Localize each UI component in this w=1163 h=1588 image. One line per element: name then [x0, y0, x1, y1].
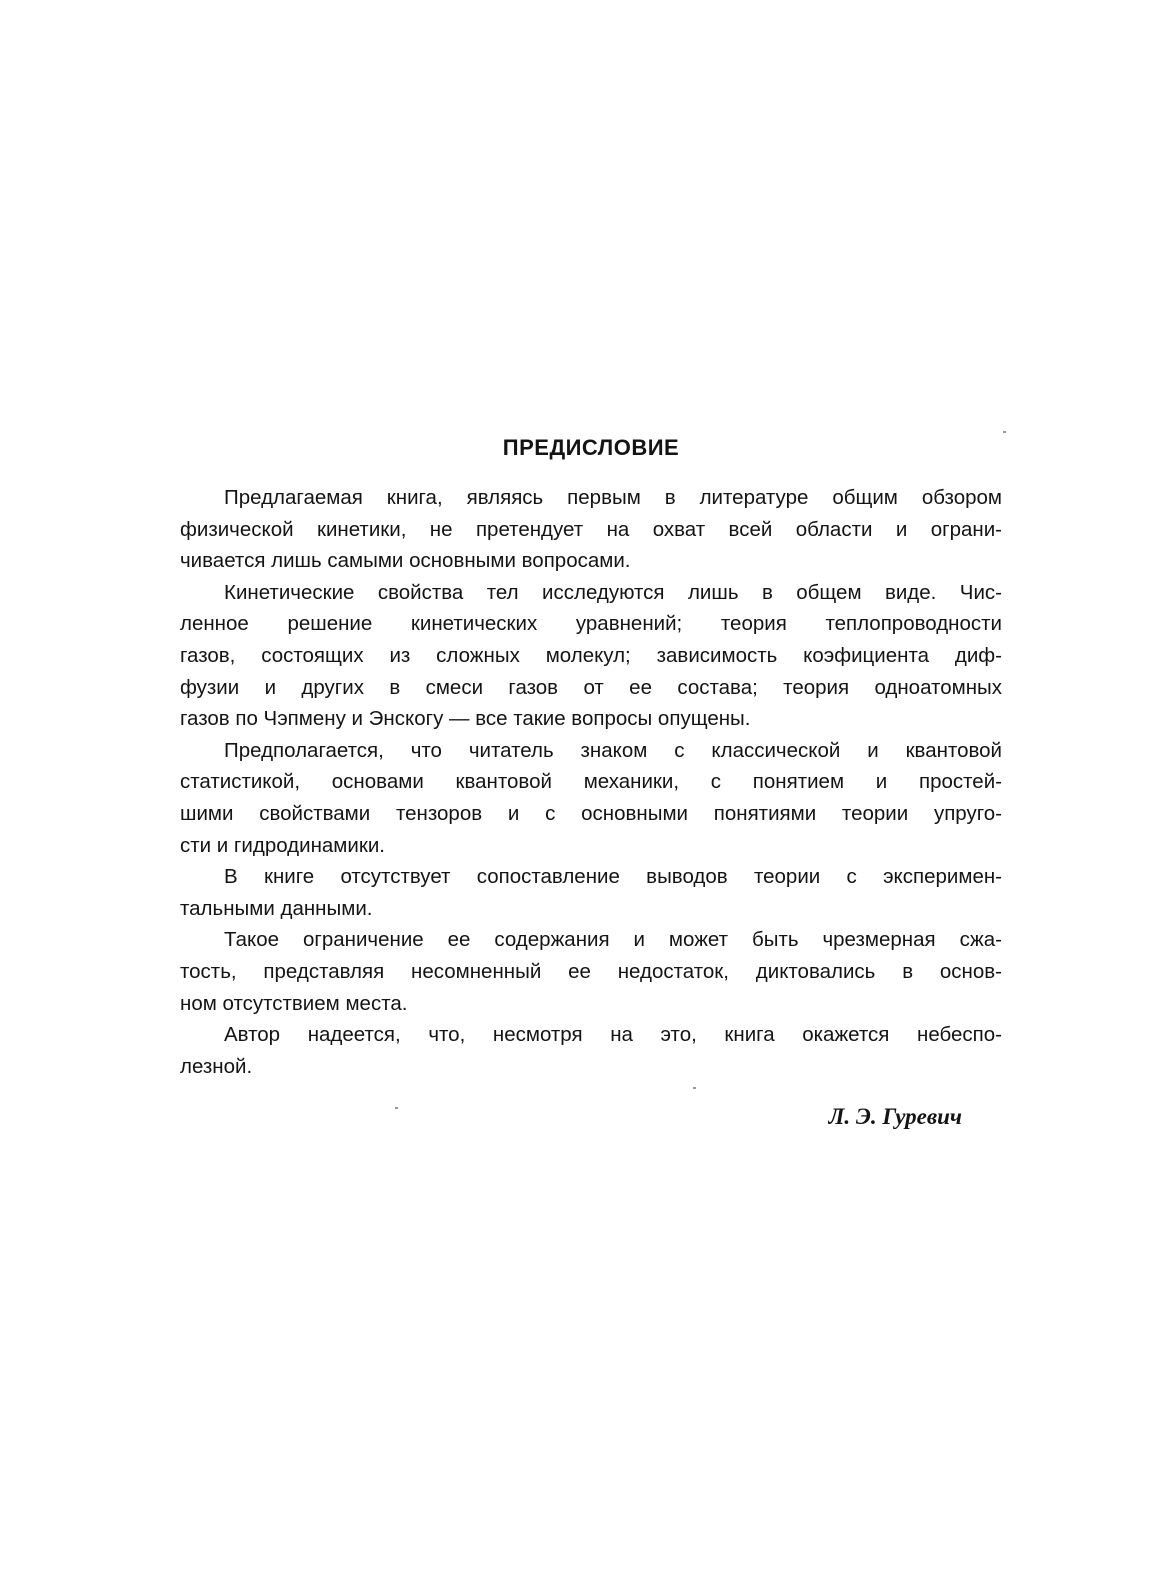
text-line: В книге отсутствует сопоставление выводов теории с эксперимен- [224, 865, 1002, 889]
text-line: ном отсутствием места. [180, 991, 408, 1015]
text-line: Автор надеется, что, несмотря на это, книга окажется небеспо- [224, 1023, 1002, 1047]
text-line: Предполагается, что читатель знаком с классической и квантовой [224, 738, 1002, 762]
text-line: газов по Чэпмену и Энскогу — все такие вопросы опущены. [180, 707, 751, 731]
scan-speck [395, 1107, 398, 1109]
text-line: Кинетические свойства тел исследуются лишь в общем виде. Чис- [224, 580, 1002, 604]
text-line: статистикой, основами квантовой механики, с понятием и простей- [180, 770, 1002, 794]
text-line: сти и гидродинамики. [180, 833, 385, 857]
text-line: фузии и других в смеси газов от ее состава; теория одноатомных [180, 675, 1002, 699]
text-line: ленное решение кинетических уравнений; теория теплопроводности [180, 612, 1002, 636]
text-line: тость, представляя несомненный ее недостаток, диктовались в основ- [180, 959, 1002, 983]
paragraph [180, 735, 1002, 861]
paragraph [180, 482, 1002, 577]
text-line: лезной. [180, 1054, 253, 1078]
text-line: Такое ограничение ее содержания и может быть чрезмерная сжа- [224, 928, 1002, 952]
paragraph [180, 924, 1002, 1019]
preface-body [180, 482, 1002, 1082]
scan-speck [1003, 431, 1006, 433]
paragraph [180, 861, 1002, 924]
author-signature: Л. Э. Гуревич [828, 1104, 962, 1129]
paragraph [180, 577, 1002, 735]
text-line: шими свойствами тензоров и с основными понятиями теории упруго- [180, 801, 1002, 825]
text-line: газов, состоящих из сложных молекул; зависимость коэфициента диф- [180, 643, 1002, 667]
text-line: физической кинетики, не претендует на охват всей области и ограни- [180, 517, 1002, 541]
text-line: чивается лишь самыми основными вопросами. [180, 549, 631, 573]
page-title: ПРЕДИСЛОВИЕ [502, 435, 680, 460]
scan-speck [693, 1087, 696, 1089]
paragraph [180, 1019, 1002, 1082]
text-line: Предлагаемая книга, являясь первым в литературе общим обзором [224, 486, 1002, 509]
text-line: тальными данными. [180, 896, 373, 920]
